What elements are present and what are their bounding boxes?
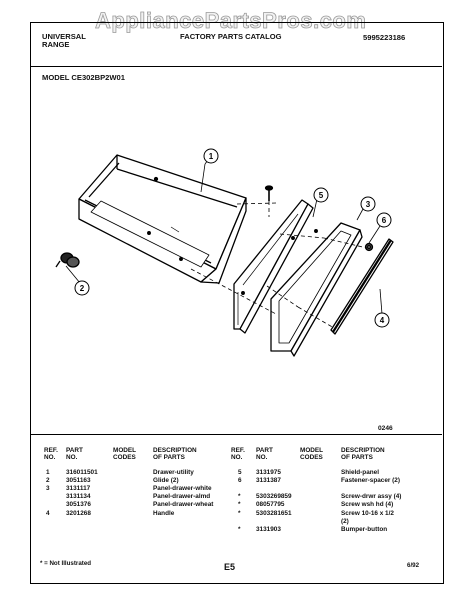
brand-label: UNIVERSAL RANGE bbox=[42, 32, 86, 49]
catalog-title: FACTORY PARTS CATALOG bbox=[180, 32, 282, 41]
table-cell-ref: 3 bbox=[46, 485, 50, 493]
diagram-table-rule bbox=[31, 434, 442, 435]
table-cell-part: 3131387 bbox=[256, 477, 281, 485]
header-part-right: PART NO. bbox=[256, 447, 273, 462]
table-cell-desc: Glide (2) bbox=[153, 477, 179, 485]
watermark: AppliancePartsPros.com bbox=[95, 8, 367, 33]
callout-6: 6 bbox=[381, 216, 387, 225]
table-cell-desc: Panel-drawer-white bbox=[153, 485, 212, 493]
header-ref-right: REF. NO. bbox=[231, 447, 245, 462]
table-cell-desc: Screw-drwr assy (4) bbox=[341, 493, 402, 501]
exploded-diagram bbox=[31, 67, 442, 434]
fastener-spacer-drawing bbox=[366, 244, 373, 251]
table-cell-ref: * bbox=[238, 501, 241, 509]
table-cell-part: 3131903 bbox=[256, 525, 281, 533]
table-cell-desc: Panel-drawer-wheat bbox=[153, 501, 214, 509]
table-cell-desc: (2) bbox=[341, 517, 349, 525]
table-cell-desc: Shield-panel bbox=[341, 469, 379, 476]
table-cell-part: 5303281651 bbox=[256, 509, 292, 517]
table-cell-part: 316011501 bbox=[66, 469, 98, 476]
callout-4: 4 bbox=[379, 316, 385, 325]
table-cell-part: 08057795 bbox=[256, 501, 285, 509]
print-date: 6/92 bbox=[407, 562, 420, 569]
model-label: MODEL CE302BP2W01 bbox=[42, 73, 125, 82]
table-cell-ref: 1 bbox=[46, 469, 50, 476]
document-number: 5995223186 bbox=[363, 33, 406, 42]
table-cell-desc: Fastener-spacer (2) bbox=[341, 477, 400, 485]
table-cell-ref: * bbox=[238, 525, 241, 533]
table-cell-part: 3051376 bbox=[66, 501, 91, 509]
figure-number: 0246 bbox=[378, 425, 393, 432]
table-cell-part: 3131134 bbox=[66, 493, 91, 501]
drawer-utility-drawing bbox=[79, 155, 246, 283]
header-ref-left: REF. NO. bbox=[44, 447, 58, 462]
callout-2: 2 bbox=[79, 284, 85, 293]
table-cell-part: 5303269859 bbox=[256, 493, 292, 501]
table-cell-desc: Handle bbox=[153, 509, 175, 517]
page-number: E5 bbox=[224, 562, 236, 572]
table-cell-part: 3051163 bbox=[66, 477, 91, 485]
table-cell-part: 3131117 bbox=[66, 485, 91, 493]
table-cell-ref: 5 bbox=[238, 469, 242, 476]
table-cell-desc: Screw wsh hd (4) bbox=[341, 501, 394, 509]
callout-5: 5 bbox=[318, 191, 324, 200]
footnote: * = Not Illustrated bbox=[40, 560, 92, 567]
table-cell-desc: Screw 10-16 x 1/2 bbox=[341, 509, 394, 517]
callout-3: 3 bbox=[365, 200, 371, 209]
header-codes-left: MODEL CODES bbox=[113, 447, 137, 462]
table-cell-ref: 2 bbox=[46, 477, 50, 485]
callout-1: 1 bbox=[208, 152, 214, 161]
glide-drawing bbox=[56, 253, 79, 267]
table-cell-ref: * bbox=[238, 493, 241, 501]
table-cell-ref: * bbox=[238, 509, 241, 517]
table-cell-desc: Panel-drawer-almd bbox=[153, 493, 211, 501]
table-cell-desc: Drawer-utility bbox=[153, 469, 194, 476]
table-cell-part: 3201268 bbox=[66, 509, 91, 517]
table-cell-part: 3131975 bbox=[256, 469, 281, 476]
header-desc-right: DESCRIPTION OF PARTS bbox=[341, 447, 385, 462]
screw-drawing bbox=[266, 186, 273, 201]
table-cell-ref: 4 bbox=[46, 509, 50, 517]
header-codes-right: MODEL CODES bbox=[300, 447, 324, 462]
table-cell-ref: 6 bbox=[238, 477, 242, 485]
header-desc-left: DESCRIPTION OF PARTS bbox=[153, 447, 197, 462]
table-cell-desc: Bumper-button bbox=[341, 525, 388, 533]
header-part-left: PART NO. bbox=[66, 447, 83, 462]
